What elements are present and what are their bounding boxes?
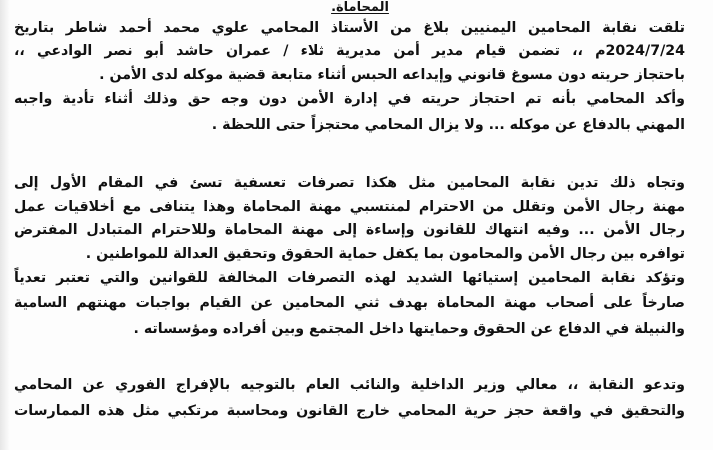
paragraph-1-line-1: تلقت نقابة المحامين اليمنيين بلاغ من الأستاذ المحامي علوي محمد أحمد شاطر بتاريخ <box>14 20 685 36</box>
page-edge-shadow <box>0 0 10 450</box>
paragraph-3-line-4: توافره بين رجال الأمن والمحامون بما يكفل حماية الحقوق وتحقيق العدالة للمواطنين . <box>85 246 685 262</box>
paragraph-2-line-2: المهني بالدفاع عن موكله ... ولا يزال المحامي محتجزاً حتى اللحظة . <box>211 117 685 133</box>
paragraph-2-line-1: وأكد المحامي بأنه تم احتجاز حريته في إدارة الأمن دون وجه حق وذلك أثناء تأدية واجبه <box>14 91 685 107</box>
paragraph-4-line-3: والنبيلة في الدفاع عن الحقوق وحمايتها داخل المجتمع وبين أفراده ومؤسساته . <box>133 321 685 337</box>
paragraph-1-line-2: 2024/7/24م ،، تضمن قيام مدير أمن مديرية ثلاء / عمران حاشد أبو نصر الوادعي ،، <box>14 43 685 59</box>
paragraph-4-line-1: وتؤكد نقابة المحامين إستيائها الشديد لهذه التصرفات المخالفة للقوانين والتي تعتبر تعدياً <box>14 270 685 286</box>
paragraph-4-line-2: صارخاً على أصحاب مهنة المحاماة بهدف ثني المحامين عن القيام بواجبات مهنتهم السامية <box>14 295 685 311</box>
paragraph-3-line-1: وتجاه ذلك تدين نقابة المحامين مثل هكذا تصرفات تعسفية تسئ في المقام الأول إلى <box>14 175 685 191</box>
document-title: المحاماة. <box>331 0 389 15</box>
paragraph-5-line-1: وتدعو النقابة ،، معالي وزير الداخلية والنائب العام بالتوجيه بالإفراج الفوري عن المحامي <box>14 377 685 393</box>
paragraph-1-line-3: باحتجاز حريته دون مسوغ قانوني وإيداعه الحبس أثناء متابعة قضية موكله لدى الأمن . <box>99 67 685 83</box>
paragraph-3-line-3: رجال الأمن ... وفيه انتهاك للقانون وإساءة إلى مهنة المحاماة وللاحترام المتبادل المفترض <box>14 222 685 238</box>
paragraph-5-line-2: والتحقيق في واقعة حجز حرية المحامي خارج القانون ومحاسبة مرتكبي مثل هذه الممارسات <box>14 403 685 419</box>
paragraph-3-line-2: مهنة رجال الأمن وتقلل من الاحترام لمنتسبي مهنة المحاماة وهذا يتنافى مع أخلاقيات عمل <box>14 199 685 215</box>
